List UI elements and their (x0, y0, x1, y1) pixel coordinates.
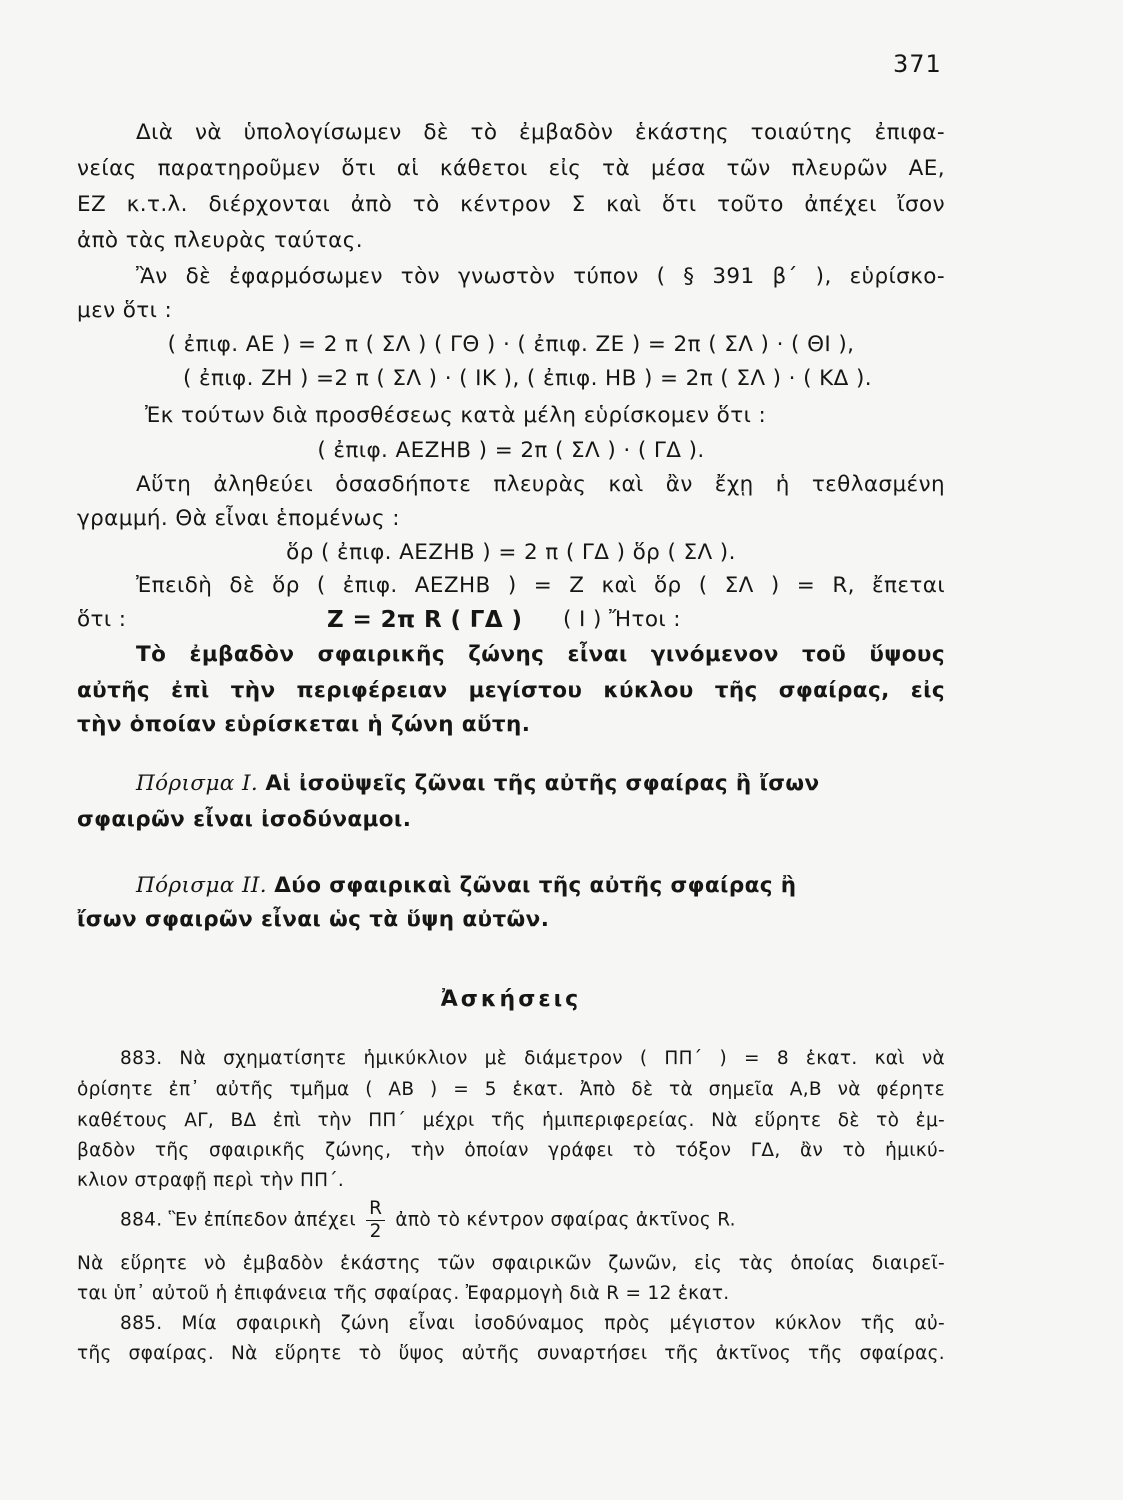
text-line: Ἂν δὲ ἐφαρμόσωμεν τὸν γνωστὸν τύπον ( § 391 β΄ ), εὑρίσκο- (136, 264, 945, 289)
text-line: ἀπὸ τὰς πλευρὰς ταύτας. (77, 228, 364, 253)
text-fragment: ὅτι : (77, 607, 127, 632)
corollary-text: σφαιρῶν εἶναι ἰσοδύναμοι. (77, 807, 412, 832)
corollary-text: Αἱ ἰσοϋψεῖς ζῶναι τῆς αὐτῆς σφαίρας ἢ ἴσων (265, 771, 820, 796)
text-line: Ἐπειδὴ δὲ ὅρ ( ἐπιφ. ΑΕΖΗΒ ) = Ζ καὶ ὅρ ( ΣΛ ) = R, ἔπεται (136, 573, 945, 598)
equation: ( ἐπιφ. ΑΕΖΗΒ ) = 2π ( ΣΛ ) · ( ΓΔ ). (317, 438, 705, 463)
text-fragment: ( Ι ) Ἤτοι : (563, 607, 681, 632)
exercise-line: 885. Μία σφαιρικὴ ζώνη εἶναι ἰσοδύναμος πρὸς μέγιστον κύκλον τῆς αὐ- (120, 1313, 945, 1334)
exercise-line: Νὰ εὕρητε νὸ ἐμβαδὸν ἑκάστης τῶν σφαιρικῶν ζωνῶν, εἰς τὰς ὁποίας διαιρεῖ- (77, 1253, 945, 1274)
formula-line (77, 607, 945, 632)
exercise-line: ται ὑπ᾽ αὐτοῦ ἡ ἐπιφάνεια τῆς σφαίρας. Ἐφαρμογὴ διὰ R = 12 ἑκατ. (77, 1283, 730, 1304)
corollary-text: Δύο σφαιρικαὶ ζῶναι τῆς αὐτῆς σφαίρας ἢ (274, 873, 797, 898)
fraction-denominator: 2 (369, 1221, 382, 1242)
text-line: Ἐκ τούτων διὰ προσθέσεως κατὰ μέλη εὑρίσκομεν ὅτι : (145, 403, 767, 428)
text-fragment: ἀπὸ τὸ κέντρον σφαίρας ἀκτῖνος R. (395, 1209, 736, 1231)
corollary-2 (136, 873, 945, 898)
page-number: 371 (893, 50, 942, 78)
text-line: ΕΖ κ.τ.λ. διέρχονται ἀπὸ τὸ κέντρον Σ καὶ ὅτι τοῦτο ἀπέχει ἴσον (77, 192, 945, 217)
corollary-label: Πόρισμα ΙΙ. (136, 873, 267, 898)
exercise-line: τῆς σφαίρας. Νὰ εὕρητε τὸ ὕψος αὐτῆς συναρτήσει τῆς ἀκτῖνος τῆς σφαίρας. (77, 1343, 945, 1364)
equation: ὅρ ( ἐπιφ. ΑΕΖΗΒ ) = 2 π ( ΓΔ ) ὅρ ( ΣΛ ). (286, 540, 736, 565)
exercise-line: καθέτους ΑΓ, ΒΔ ἐπὶ τὴν ΠΠ΄ μέχρι τῆς ἡμιπεριφερείας. Νὰ εὕρητε δὲ τὸ ἐμ- (77, 1110, 945, 1131)
exercise-line: κλιον στραφῇ περὶ τὴν ΠΠ΄. (77, 1170, 345, 1191)
corollary-1 (136, 771, 945, 796)
exercise-line: 883. Νὰ σχηματίσητε ἡμικύκλιον μὲ διάμετρον ( ΠΠ΄ ) = 8 ἑκατ. καὶ νὰ (120, 1048, 945, 1069)
exercise-line: βαδὸν τῆς σφαιρικῆς ζώνης, τὴν ὁποίαν γράφει τὸ τόξον ΓΔ, ἂν τὸ ἡμικύ- (77, 1140, 945, 1161)
text-line: Διὰ νὰ ὑπολογίσωμεν δὲ τὸ ἐμβαδὸν ἑκάστης τοιαύτης ἐπιφα- (136, 120, 945, 145)
text-line: γραμμή. Θὰ εἶναι ἑπομένως : (77, 506, 400, 531)
exercise-884-line (120, 1198, 945, 1243)
text-line: νείας παρατηροῦμεν ὅτι αἱ κάθετοι εἰς τὰ μέσα τῶν πλευρῶν ΑΕ, (77, 156, 945, 181)
text-line: μεν ὅτι : (77, 298, 173, 323)
fraction (366, 1198, 385, 1243)
theorem-line: αὐτῆς ἐπὶ τὴν περιφέρειαν μεγίστου κύκλου τῆς σφαίρας, εἰς (77, 678, 945, 703)
equation: ( ἐπιφ. ΑΕ ) = 2 π ( ΣΛ ) ( ΓΘ ) · ( ἐπιφ. ΖΕ ) = 2π ( ΣΛ ) · ( ΘΙ ), (167, 332, 855, 357)
zone-area-formula: Ζ = 2π R ( ΓΔ ) (327, 607, 523, 633)
exercises-heading: Ἀσκήσεις (440, 987, 582, 1012)
text-fragment: 884. Ἓν ἐπίπεδον ἀπέχει (120, 1209, 356, 1231)
equation: ( ἐπιφ. ΖΗ ) =2 π ( ΣΛ ) · ( ΙΚ ), ( ἐπιφ. ΗΒ ) = 2π ( ΣΛ ) · ( ΚΔ ). (182, 366, 873, 391)
exercise-line: ὁρίσητε ἐπ᾽ αὐτῆς τμῆμα ( ΑΒ ) = 5 ἑκατ. Ἀπὸ δὲ τὰ σημεῖα Α,Β νὰ φέρητε (77, 1079, 945, 1100)
fraction-numerator: R (366, 1198, 385, 1221)
corollary-text: ἴσων σφαιρῶν εἶναι ὡς τὰ ὕψη αὐτῶν. (77, 907, 550, 932)
theorem-line: τὴν ὁποίαν εὑρίσκεται ἡ ζώνη αὕτη. (77, 712, 531, 737)
corollary-label: Πόρισμα Ι. (136, 771, 259, 796)
theorem-line: Τὸ ἐμβαδὸν σφαιρικῆς ζώνης εἶναι γινόμενον τοῦ ὕψους (136, 642, 945, 667)
text-line: Αὕτη ἀληθεύει ὁσασδήποτε πλευρὰς καὶ ἂν ἔχῃ ἡ τεθλασμένη (136, 472, 945, 497)
